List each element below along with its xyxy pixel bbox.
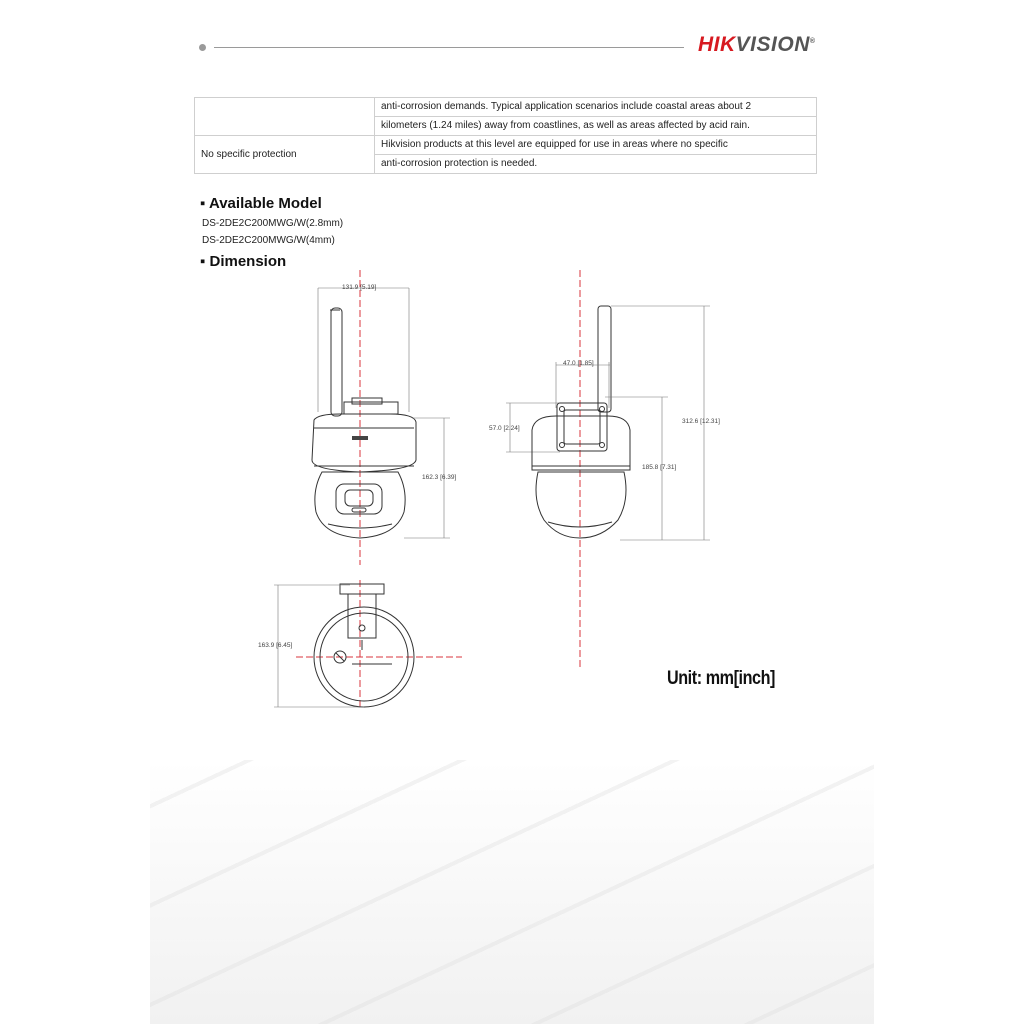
unit-label: Unit: mm[inch] <box>667 668 775 689</box>
model-item: DS-2DE2C200MWG/W(2.8mm) <box>202 218 344 229</box>
table-cell-label: No specific protection <box>195 136 375 174</box>
dim-body-height: 185.8 [7.31] <box>642 464 677 471</box>
side-view <box>506 270 710 670</box>
bottom-view <box>274 580 462 708</box>
dim-bottom-diameter: 163.9 [6.45] <box>258 642 293 649</box>
hikvision-logo: HIKVISION® <box>698 33 816 56</box>
dim-bracket-height: 57.0 [2.24] <box>489 425 520 432</box>
available-model-heading: ▪ Available Model <box>200 195 322 212</box>
dim-front-height: 162.3 [6.39] <box>422 474 457 481</box>
dim-front-width: 131.9 [5.19] <box>342 284 377 291</box>
model-item: DS-2DE2C200MWG/W(4mm) <box>202 235 335 246</box>
front-view <box>312 270 450 565</box>
table-cell-text: kilometers (1.24 miles) away from coastlines, as well as areas affected by acid rain. <box>375 117 817 136</box>
table-cell-text: anti-corrosion demands. Typical application scenarios include coastal areas about 2 <box>375 98 817 117</box>
dimension-heading: ▪ Dimension <box>200 253 287 270</box>
dim-total-height: 312.6 [12.31] <box>682 418 720 425</box>
table-cell-text: anti-corrosion protection is needed. <box>375 155 817 174</box>
dim-bracket-width: 47.0 [1.85] <box>563 360 594 367</box>
table-cell-text: Hikvision products at this level are equipped for use in areas where no specific <box>375 136 817 155</box>
